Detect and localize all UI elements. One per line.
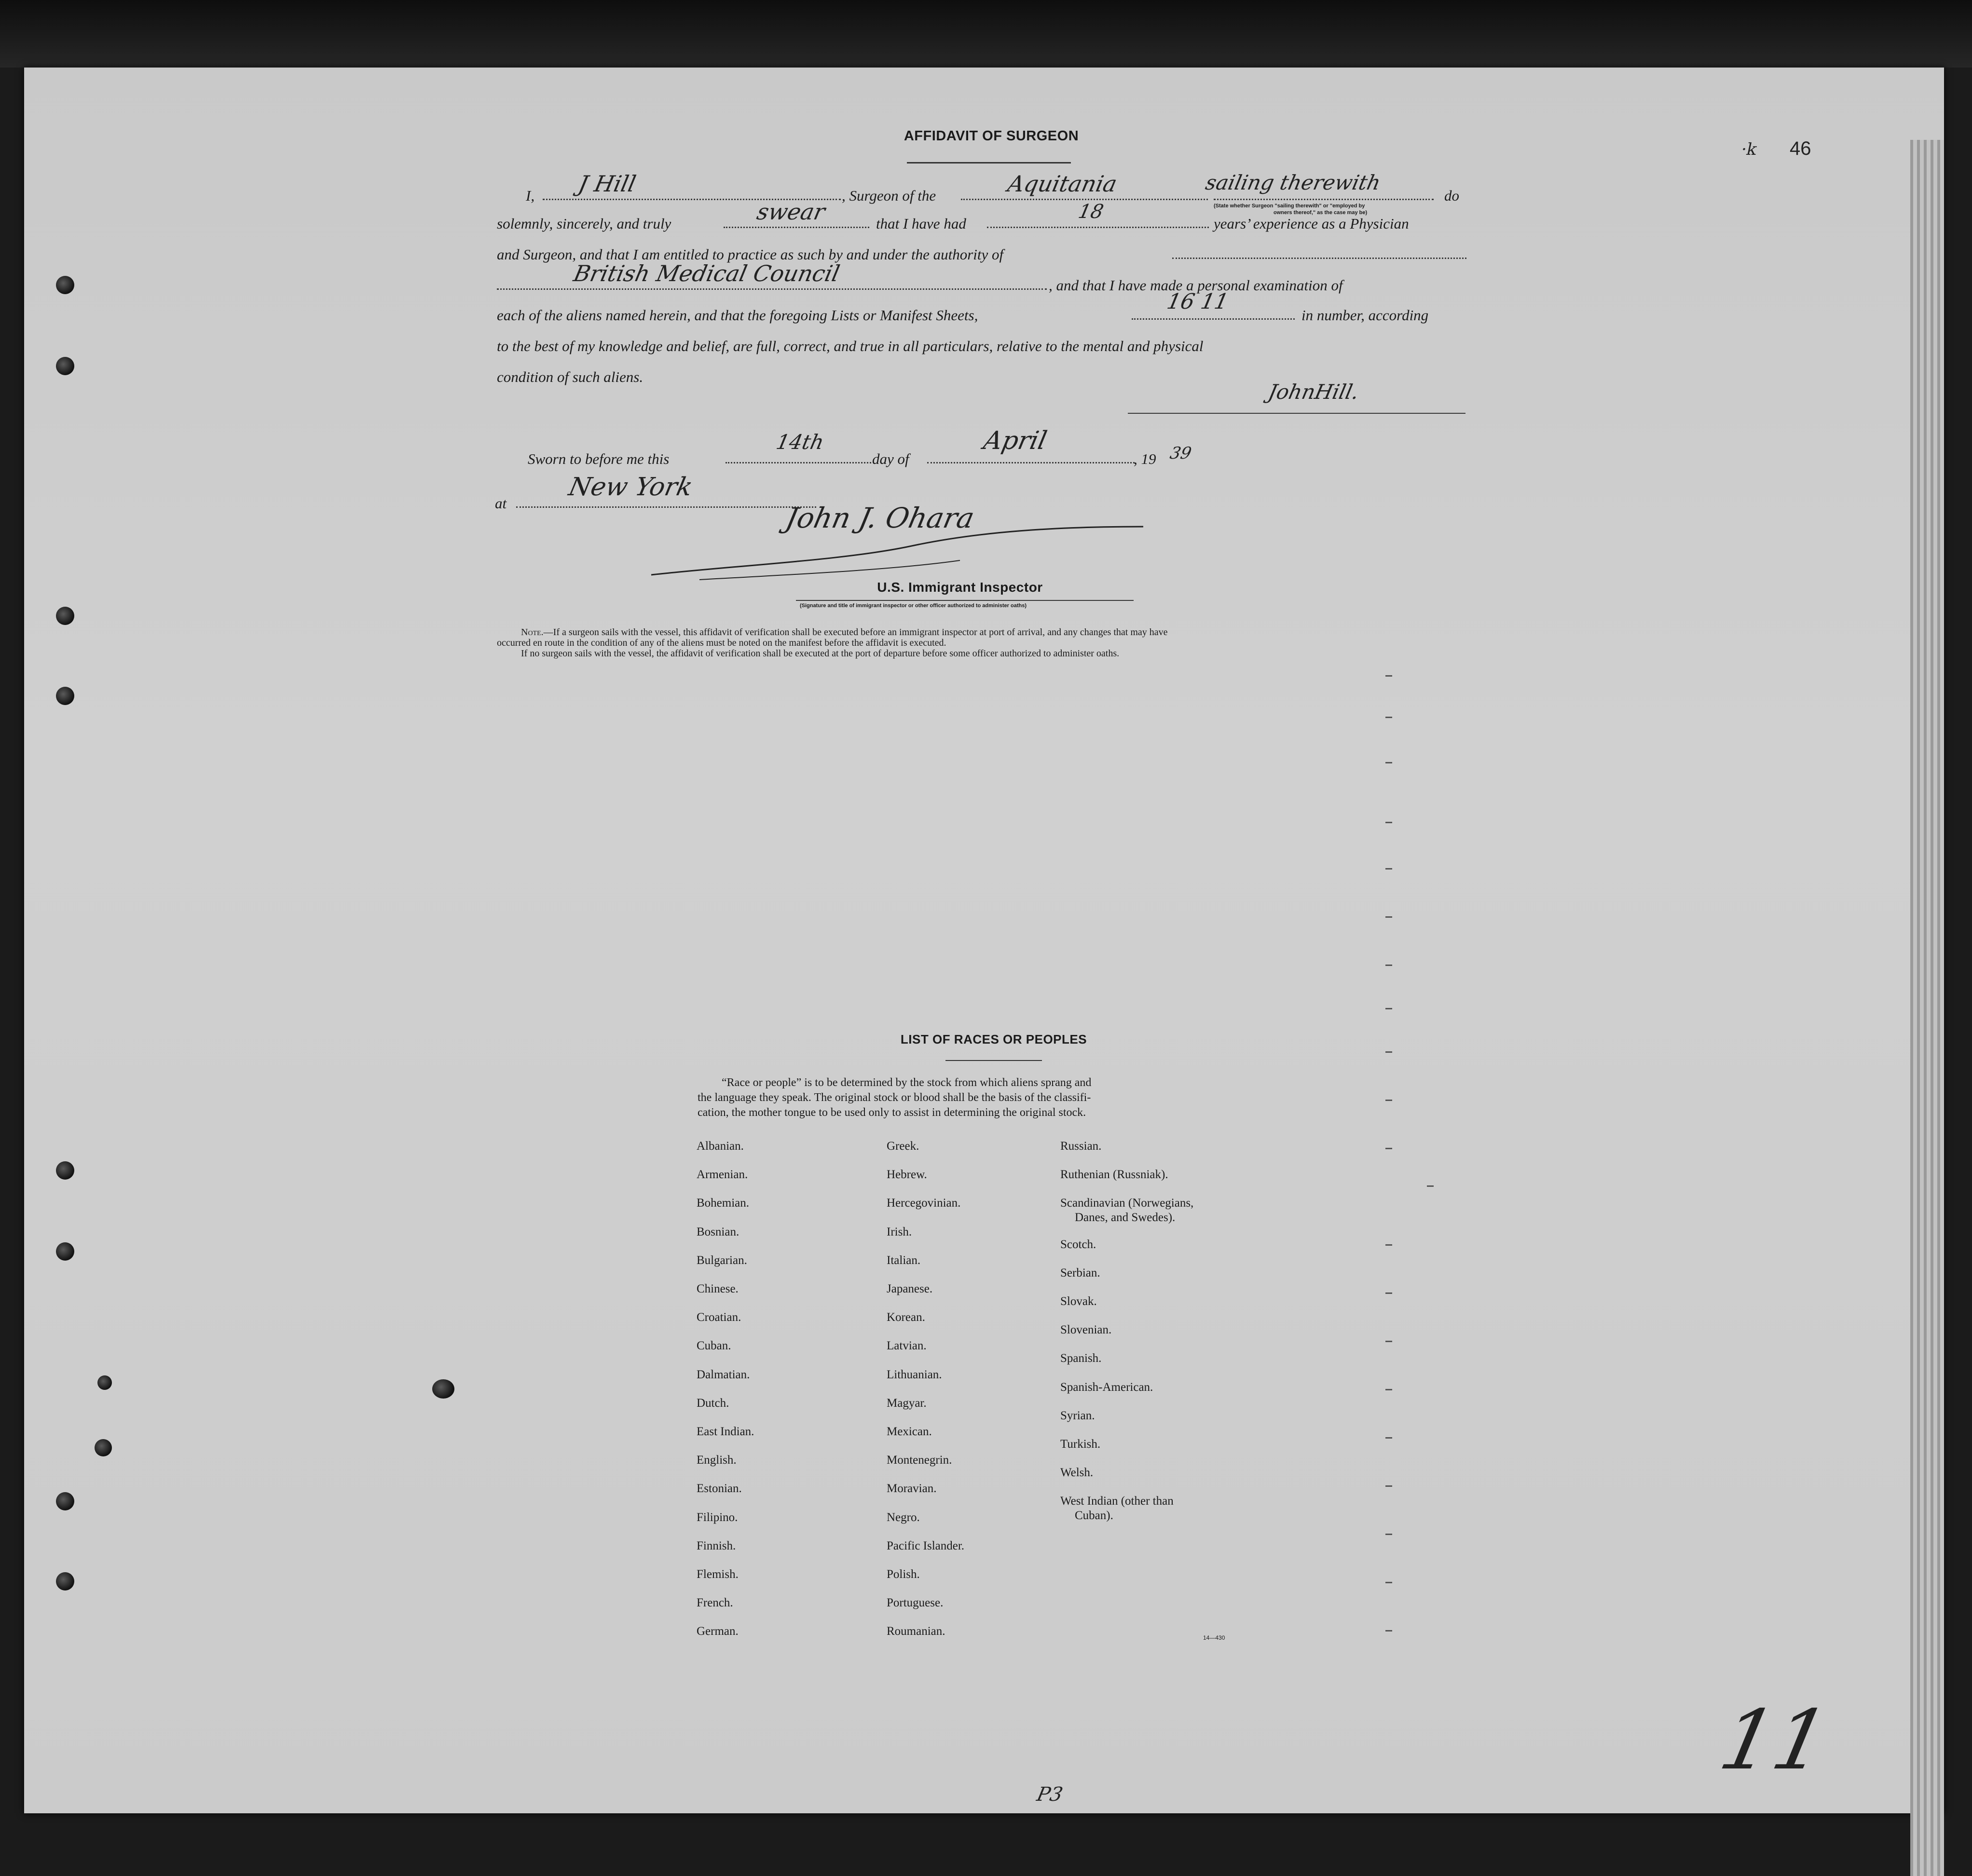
race-item: Moravian. (887, 1482, 937, 1495)
affidavit-text: I, (526, 187, 535, 204)
affidavit-text: that I have had (876, 215, 966, 232)
margin-tick (1385, 1100, 1392, 1101)
affidavit-text: , Surgeon of the (842, 187, 936, 204)
sheets-field (1132, 318, 1295, 320)
status-caption: owners thereof," as the case may be) (1274, 210, 1368, 216)
affidavit-text: to the best of my knowledge and belief, are full, correct, and true in all particulars, relative to the mental and physical (497, 338, 1204, 354)
race-item: Croatian. (697, 1311, 741, 1324)
race-item: Japanese. (887, 1282, 933, 1295)
margin-tick (1385, 717, 1392, 718)
scan-background (0, 0, 1972, 68)
document-page (24, 68, 1944, 1813)
year-handwriting: 39 (1168, 444, 1193, 463)
affidavit-text: each of the aliens named herein, and that the foregoing Lists or Manifest Sheets, (497, 307, 978, 324)
form-number: 14—430 (1203, 1634, 1225, 1641)
signature-line (1128, 413, 1465, 414)
binder-hole (56, 1572, 74, 1591)
race-item: Pacific Islander. (887, 1539, 965, 1552)
race-item: Latvian. (887, 1339, 927, 1352)
margin-tick (1385, 675, 1392, 677)
stain-spot (432, 1379, 454, 1399)
race-item: Spanish-American. (1060, 1381, 1153, 1394)
status-field (1214, 199, 1434, 200)
race-item: Cuban. (697, 1339, 731, 1352)
oath-field (724, 227, 869, 228)
binder-hole (56, 1242, 74, 1261)
day-handwriting: 14th (774, 430, 826, 454)
swear-handwriting: swear (754, 199, 828, 225)
years-handwriting: 18 (1076, 201, 1106, 223)
race-item: Filipino. (697, 1511, 738, 1524)
note-line-2: occurred en route in the condition of any of the aliens must be noted on the manifest before the affidavit is executed. (497, 638, 946, 648)
race-item: Turkish. (1060, 1438, 1101, 1451)
race-item: Syrian. (1060, 1409, 1095, 1422)
inspector-signature: John J. Ohara (782, 502, 977, 534)
race-item: Estonian. (697, 1482, 742, 1495)
race-item: Albanian. (697, 1140, 744, 1153)
race-item: Scandinavian (Norwegians, (1060, 1196, 1194, 1210)
binder-hole (56, 607, 74, 625)
sheets-handwriting: 16 11 (1164, 289, 1231, 314)
margin-tick (1385, 1341, 1392, 1342)
race-item: Russian. (1060, 1140, 1102, 1153)
margin-tick (1385, 1051, 1392, 1053)
note-text: —If a surgeon sails with the vessel, this affidavit of verification shall be executed before an immigrant inspector at port of arrival, and any changes that may have (543, 627, 1168, 638)
race-item: Greek. (887, 1140, 919, 1153)
margin-tick (1385, 916, 1392, 918)
vessel-field (961, 199, 1208, 200)
stain-spot (97, 1375, 112, 1390)
top-right-number: 46 (1790, 138, 1811, 159)
affidavit-text: in number, according (1301, 307, 1429, 324)
races-intro-line: the language they speak. The original stock or blood shall be the basis of the classifi- (698, 1091, 1091, 1104)
race-item: Magyar. (887, 1397, 927, 1410)
years-field (987, 227, 1209, 228)
races-intro-line: cation, the mother tongue to be used only to assist in determining the original stock. (698, 1106, 1086, 1119)
binder-hole (56, 1492, 74, 1510)
stain-spot (95, 1439, 112, 1456)
surgeon-signature: JohnHill. (1266, 380, 1361, 404)
race-item: Finnish. (697, 1539, 736, 1552)
race-item: East Indian. (697, 1425, 754, 1438)
race-item: Hebrew. (887, 1168, 927, 1181)
margin-tick (1385, 1292, 1392, 1294)
note-label: Note. (521, 627, 544, 638)
race-item: Danes, and Swedes). (1075, 1211, 1176, 1224)
month-field (927, 462, 1135, 463)
race-item: Ruthenian (Russniak). (1060, 1168, 1168, 1181)
race-item: Cuban). (1075, 1509, 1113, 1522)
place-handwriting: New York (566, 473, 696, 502)
race-item: Roumanian. (887, 1625, 945, 1638)
margin-tick (1385, 762, 1392, 763)
races-title: LIST OF RACES OR PEOPLES (900, 1032, 1087, 1047)
authority-handwriting: British Medical Council (571, 260, 842, 286)
margin-tick (1427, 1185, 1434, 1187)
binder-hole (56, 1161, 74, 1180)
surgeon-name-handwriting: J Hill (576, 171, 639, 197)
race-item: Slovenian. (1060, 1323, 1112, 1336)
margin-tick (1385, 965, 1392, 966)
race-item: Slovak. (1060, 1295, 1097, 1308)
affidavit-text: do (1444, 187, 1459, 204)
top-right-mark: ·k (1739, 140, 1759, 159)
sworn-text: day of (872, 450, 909, 467)
binder-hole (56, 357, 74, 375)
margin-tick (1385, 1582, 1392, 1583)
authority-field (1172, 258, 1466, 259)
inspector-line (796, 600, 1134, 601)
margin-tick (1385, 1485, 1392, 1487)
margin-tick (1385, 1437, 1392, 1439)
race-item: Dutch. (697, 1397, 729, 1410)
race-item: Mexican. (887, 1425, 932, 1438)
margin-tick (1385, 1534, 1392, 1535)
affidavit-text: solemnly, sincerely, and truly (497, 215, 671, 232)
margin-tick (1385, 1244, 1392, 1246)
month-handwriting: April (981, 426, 1050, 455)
affidavit-text: years’ experience as a Physician (1214, 215, 1409, 232)
affidavit-text: and Surgeon, and that I am entitled to practice as such by and under the authority of (497, 246, 1004, 263)
status-caption: (State whether Surgeon "sailing therewith" or "employed by (1214, 203, 1365, 209)
race-item: Flemish. (697, 1568, 739, 1581)
sworn-text: , 19 (1134, 450, 1156, 467)
bottom-right-number: 11 (1712, 1693, 1837, 1788)
race-item: Bohemian. (697, 1196, 750, 1210)
binder-hole (56, 276, 74, 294)
race-item: Chinese. (697, 1282, 739, 1295)
race-item: French. (697, 1596, 733, 1609)
authority-field (497, 288, 1047, 290)
margin-tick (1385, 1630, 1392, 1631)
race-item: Negro. (887, 1511, 920, 1524)
note-line-1 (521, 627, 1168, 638)
margin-tick (1385, 1008, 1392, 1009)
inspector-caption: (Signature and title of immigrant inspector or other officer authorized to administer oaths) (800, 603, 1027, 609)
race-item: Lithuanian. (887, 1368, 942, 1381)
page-stack-edge (1910, 140, 1944, 1876)
race-item: Welsh. (1060, 1466, 1094, 1479)
race-item: Serbian. (1060, 1266, 1100, 1279)
margin-tick (1385, 1148, 1392, 1149)
race-item: Italian. (887, 1254, 921, 1267)
race-item: Polish. (887, 1568, 920, 1581)
race-item: German. (697, 1625, 739, 1638)
margin-tick (1385, 868, 1392, 870)
sworn-text: Sworn to before me this (528, 450, 670, 467)
race-item: Hercegovinian. (887, 1196, 961, 1210)
affidavit-title: AFFIDAVIT OF SURGEON (904, 128, 1079, 144)
affidavit-text: condition of such aliens. (497, 368, 644, 385)
race-item: Korean. (887, 1311, 925, 1324)
race-item: Armenian. (697, 1168, 748, 1181)
race-item: Irish. (887, 1225, 912, 1238)
race-item: Portuguese. (887, 1596, 944, 1609)
note-line-3: If no surgeon sails with the vessel, the affidavit of verification shall be executed at the port of departure before some officer authorized to administer oaths. (521, 648, 1120, 659)
race-item: Bosnian. (697, 1225, 740, 1238)
sailing-handwriting: sailing therewith (1203, 171, 1383, 194)
margin-tick (1385, 1389, 1392, 1390)
races-intro-line: “Race or people” is to be determined by the stock from which aliens sprang and (722, 1076, 1092, 1089)
title-underline (907, 162, 1071, 163)
race-item: Scotch. (1060, 1238, 1096, 1251)
race-item: Dalmatian. (697, 1368, 750, 1381)
affidavit-text: , and that I have made a personal examination of (1049, 277, 1343, 294)
binder-hole (56, 687, 74, 705)
bottom-center-mark: P3 (1035, 1783, 1065, 1806)
races-title-underline (945, 1060, 1042, 1061)
race-item: Montenegrin. (887, 1454, 952, 1467)
race-item: Spanish. (1060, 1352, 1102, 1365)
sworn-text: at (495, 495, 507, 512)
race-item: Bulgarian. (697, 1254, 747, 1267)
day-field (726, 462, 871, 463)
inspector-title: U.S. Immigrant Inspector (877, 580, 1043, 595)
race-item: English. (697, 1454, 737, 1467)
race-item: West Indian (other than (1060, 1495, 1174, 1508)
margin-tick (1385, 822, 1392, 823)
vessel-name-handwriting: Aquitania (1005, 171, 1120, 197)
